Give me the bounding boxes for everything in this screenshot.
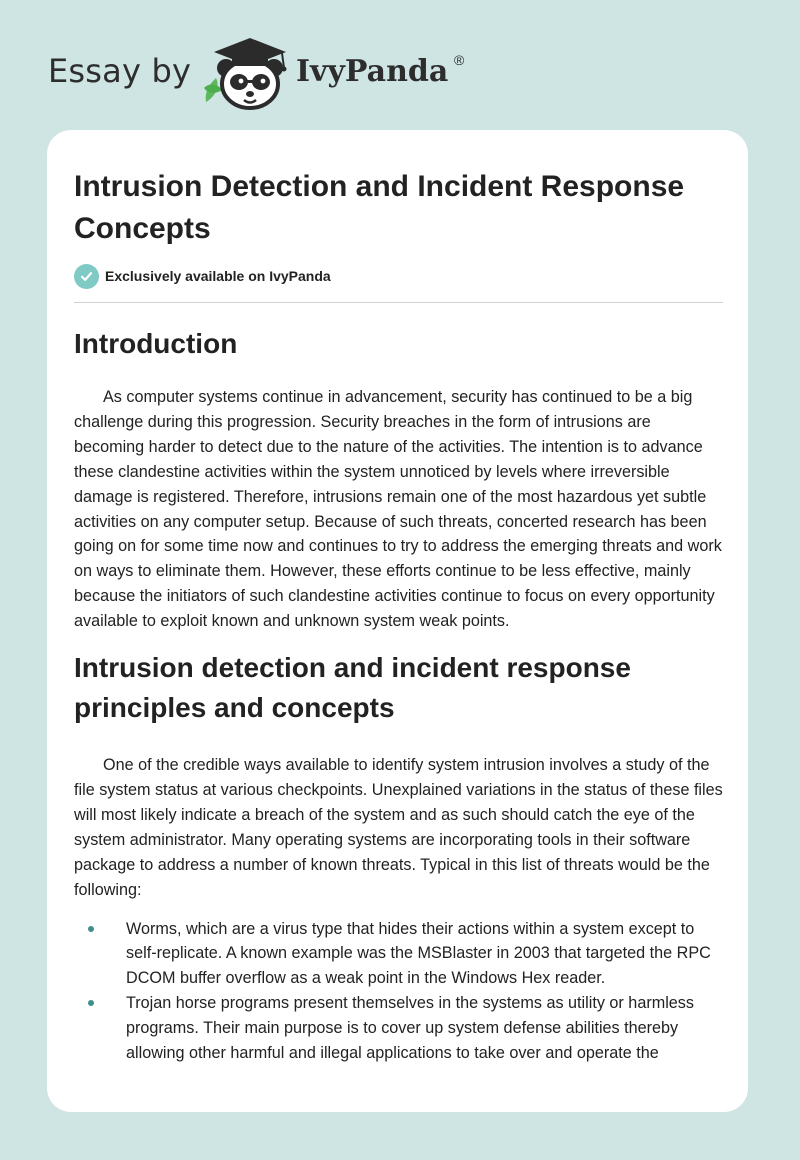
brand-prefix: Essay by (48, 52, 192, 90)
section-heading-introduction: Introduction (74, 328, 238, 359)
essay-body (74, 322, 724, 1066)
essay-card (47, 130, 748, 1112)
site-header (48, 28, 508, 108)
list-item-text: Worms, which are a virus type that hides their actions within a system except to self-replicate. A known example was the MSBlaster in 2003 that targeted the RPC DCOM buffer overflow as a weak point in the Windows Hex reader. (126, 919, 711, 988)
threat-list (74, 917, 724, 1066)
availability-badge (74, 263, 331, 289)
bullet-dot-icon (88, 926, 94, 932)
registered-mark: ® (454, 52, 465, 68)
bullet-dot-icon (88, 1000, 94, 1006)
brand-name[interactable]: IvyPanda (296, 54, 449, 89)
page-title: Intrusion Detection and Incident Response Concepts (74, 170, 685, 245)
check-circle-icon (74, 264, 99, 289)
list-item (74, 917, 724, 992)
divider (74, 302, 723, 303)
panda-logo-icon[interactable] (200, 32, 292, 112)
section-paragraph-introduction: As computer systems continue in advancement, security has continued to be a big challenge during this progression. Security breaches in the form of intrusions are becoming harder to detect due to the nature of the activities. The intention is to advance these clandestine activities within the system unnoticed by levels where irreversible damage is registered. Therefore, intrusions remain one of the most hazardous yet subtle activities on any computer setup. Because of such threats, concerted research has been going on for some time now and continues to try to address the emerging threats and work on ways to eliminate them. However, these efforts continue to be less effective, mainly because the initiators of such clandestine activities continue to focus on every opportunity available to exploit known and unknown system weak points. (74, 388, 722, 631)
availability-text: Exclusively available on IvyPanda (105, 268, 331, 284)
section-paragraph-principles: One of the credible ways available to identify system intrusion involves a study of the file system status at various checkpoints. Unexplained variations in the status of these files will most likely indicate a breach of the system and as such should catch the eye of the system administrator. Many operating systems are incorporating tools in their software package to address a number of known threats. Typical in this list of threats would be the following: (74, 756, 723, 899)
list-item-text: Trojan horse programs present themselves in the systems as utility or harmless programs. Their main purpose is to cover up system defense abilities thereby allowing other harmful and illegal applications to take over and operate the (126, 994, 694, 1063)
section-heading-principles: Intrusion detection and incident response principles and concepts (74, 652, 631, 724)
list-item (74, 991, 724, 1066)
